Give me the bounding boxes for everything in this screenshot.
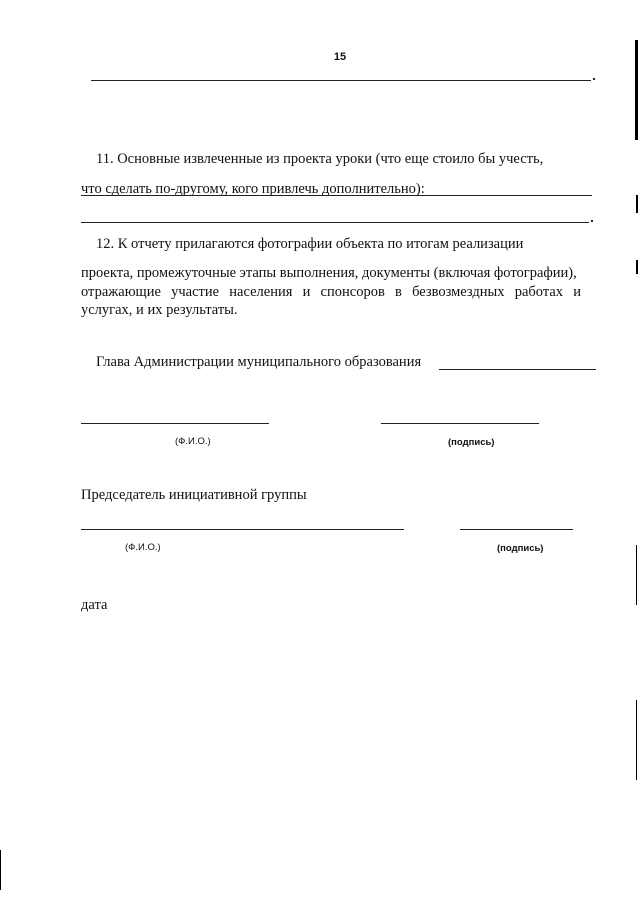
item-12-text-line-2: проекта, промежуточные этапы выполнения, документы (включая фотографии), <box>81 265 577 281</box>
item-12-text-line-1: 12. К отчету прилагаются фотографии объекта по итогам реализации <box>96 236 524 252</box>
scan-edge-mark <box>635 40 638 140</box>
head-admin-fio-caption: (Ф.И.О.) <box>175 436 211 447</box>
period-mark <box>591 220 593 222</box>
scan-edge-mark <box>636 545 637 605</box>
head-admin-municipality-line <box>439 369 596 370</box>
item-12-text-line-3: отражающие участие населения и спонсоров в безвозмездных работах и <box>81 284 581 300</box>
scan-edge-mark <box>636 700 637 780</box>
head-admin-label: Глава Администрации муниципального образования <box>96 354 422 370</box>
scan-edge-mark <box>0 850 1 890</box>
item-11-text-line-1: 11. Основные извлеченные из проекта уроки (что еще стоило бы учесть, <box>96 151 544 167</box>
answer-line-1 <box>81 195 592 196</box>
chairman-fio-line <box>81 529 404 530</box>
head-admin-signature-line <box>381 423 539 424</box>
item-11-text-line-2: что сделать по-другому, кого привлечь дополнительно): <box>81 181 425 197</box>
chairman-signature-caption: (подпись) <box>497 543 544 554</box>
period-mark <box>593 78 595 80</box>
page-number: 15 <box>333 51 347 63</box>
date-label: дата <box>81 597 108 613</box>
head-admin-signature-caption: (подпись) <box>448 437 495 448</box>
scan-edge-mark <box>636 260 638 274</box>
scan-edge-mark <box>636 195 638 213</box>
chairman-label: Председатель инициативной группы <box>81 487 307 503</box>
fill-line <box>91 80 591 81</box>
answer-line-2 <box>81 222 589 223</box>
chairman-signature-line <box>460 529 573 530</box>
head-admin-fio-line <box>81 423 269 424</box>
chairman-fio-caption: (Ф.И.О.) <box>125 542 161 553</box>
item-12-text-line-4: услугах, и их результаты. <box>81 302 238 318</box>
